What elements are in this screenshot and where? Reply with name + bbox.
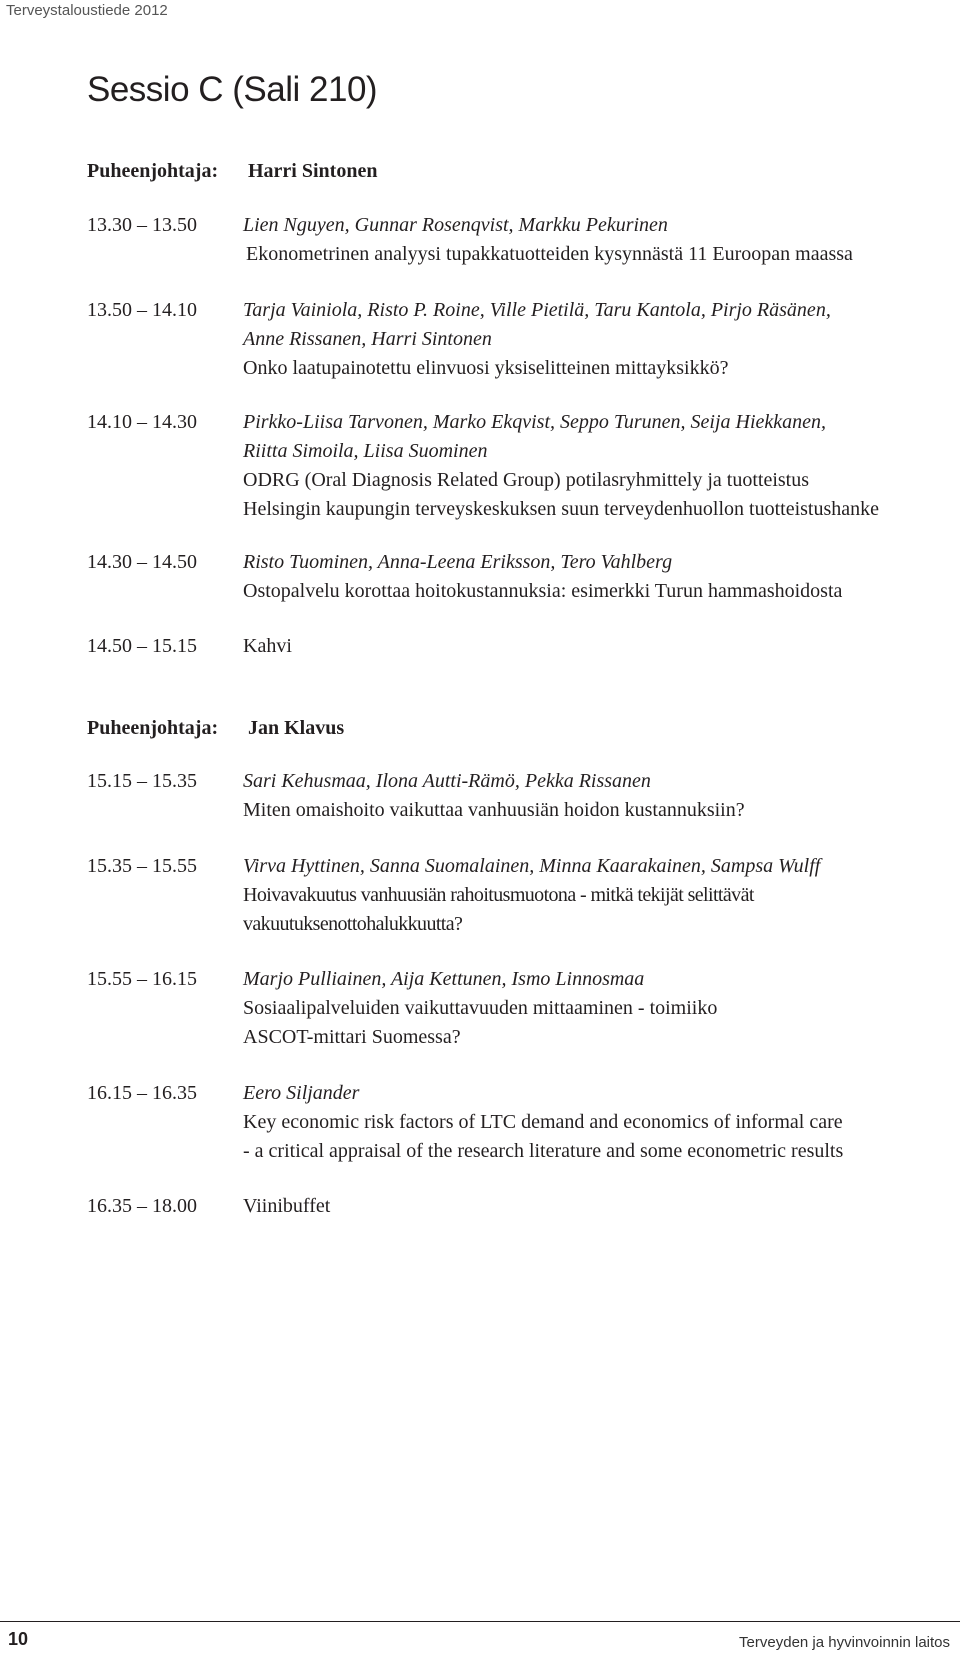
time-slot: 14.10 – 14.30 bbox=[87, 411, 197, 433]
time-slot: 16.35 – 18.00 bbox=[87, 1195, 197, 1217]
presentation-title: ASCOT-mittari Suomessa? bbox=[243, 1026, 461, 1048]
session-chair-2 bbox=[87, 717, 344, 740]
authors: Anne Rissanen, Harri Sintonen bbox=[243, 328, 492, 350]
time-slot: 16.15 – 16.35 bbox=[87, 1082, 197, 1104]
session-title: Sessio C (Sali 210) bbox=[87, 70, 378, 109]
program-entry bbox=[87, 296, 960, 383]
chair-label: Puheenjohtaja: bbox=[87, 160, 219, 182]
break-label: Kahvi bbox=[243, 635, 292, 657]
authors: Pirkko-Liisa Tarvonen, Marko Ekqvist, Seppo Turunen, Seija Hiekkanen, bbox=[243, 411, 827, 433]
break-label: Viinibuffet bbox=[243, 1195, 331, 1217]
session-chair-1 bbox=[87, 160, 377, 183]
chair-name: Jan Klavus bbox=[248, 717, 345, 739]
presentation-title: Ostopalvelu korottaa hoitokustannuksia: esimerkki Turun hammashoidosta bbox=[243, 580, 843, 602]
authors: Eero Siljander bbox=[243, 1082, 360, 1104]
chair-label: Puheenjohtaja: bbox=[87, 717, 219, 739]
authors: Marjo Pulliainen, Aija Kettunen, Ismo Linnosmaa bbox=[243, 968, 645, 990]
presentation-title: Helsingin kaupungin terveyskeskuksen suun terveydenhuollon tuotteistushanke bbox=[243, 498, 880, 520]
program-entry bbox=[87, 548, 960, 606]
time-slot: 15.35 – 15.55 bbox=[87, 855, 197, 877]
presentation-title: - a critical appraisal of the research literature and some econometric results bbox=[243, 1140, 844, 1162]
program-entry-break bbox=[87, 632, 960, 661]
authors: Lien Nguyen, Gunnar Rosenqvist, Markku Pekurinen bbox=[243, 214, 668, 236]
authors: Sari Kehusmaa, Ilona Autti-Rämö, Pekka Rissanen bbox=[243, 770, 651, 792]
presentation-title: Sosiaalipalveluiden vaikuttavuuden mittaaminen - toimiiko bbox=[243, 997, 718, 1019]
chair-name: Harri Sintonen bbox=[248, 160, 378, 182]
presentation-title: Key economic risk factors of LTC demand and economics of informal care bbox=[243, 1111, 843, 1133]
program-entry bbox=[87, 767, 960, 825]
publisher-name: Terveyden ja hyvinvoinnin laitos bbox=[739, 1634, 950, 1651]
presentation-title: Ekonometrinen analyysi tupakkatuotteiden kysynnästä 11 Euroopan maassa bbox=[246, 243, 853, 265]
authors: Risto Tuominen, Anna-Leena Eriksson, Tero Vahlberg bbox=[243, 551, 673, 573]
presentation-title: vakuutuksenottohalukkuutta? bbox=[243, 913, 463, 935]
program-entry-break bbox=[87, 1192, 960, 1221]
program-entry bbox=[87, 852, 960, 939]
authors: Riitta Simoila, Liisa Suominen bbox=[243, 440, 488, 462]
time-slot: 15.15 – 15.35 bbox=[87, 770, 197, 792]
program-entry bbox=[87, 965, 960, 1052]
running-title: Terveystaloustiede 2012 bbox=[6, 2, 168, 19]
program-entry bbox=[87, 211, 960, 269]
footer-divider bbox=[36, 1621, 960, 1622]
authors: Virva Hyttinen, Sanna Suomalainen, Minna Kaarakainen, Sampsa Wulff bbox=[243, 855, 821, 877]
presentation-title: Onko laatupainotettu elinvuosi yksiselitteinen mittayksikkö? bbox=[243, 357, 729, 379]
program-entry bbox=[87, 1079, 960, 1166]
page-number: 10 bbox=[0, 1621, 36, 1656]
presentation-title: Miten omaishoito vaikuttaa vanhuusiän hoidon kustannuksiin? bbox=[243, 799, 745, 821]
program-entry bbox=[87, 408, 960, 524]
authors: Tarja Vainiola, Risto P. Roine, Ville Pietilä, Taru Kantola, Pirjo Räsänen, bbox=[243, 299, 831, 321]
presentation-title: ODRG (Oral Diagnosis Related Group) potilasryhmittely ja tuotteistus bbox=[243, 469, 810, 491]
time-slot: 13.30 – 13.50 bbox=[87, 214, 197, 236]
time-slot: 14.50 – 15.15 bbox=[87, 635, 197, 657]
time-slot: 13.50 – 14.10 bbox=[87, 299, 197, 321]
presentation-title: Hoivavakuutus vanhuusiän rahoitusmuotona - mitkä tekijät selittävät bbox=[243, 884, 754, 906]
time-slot: 14.30 – 14.50 bbox=[87, 551, 197, 573]
time-slot: 15.55 – 16.15 bbox=[87, 968, 197, 990]
